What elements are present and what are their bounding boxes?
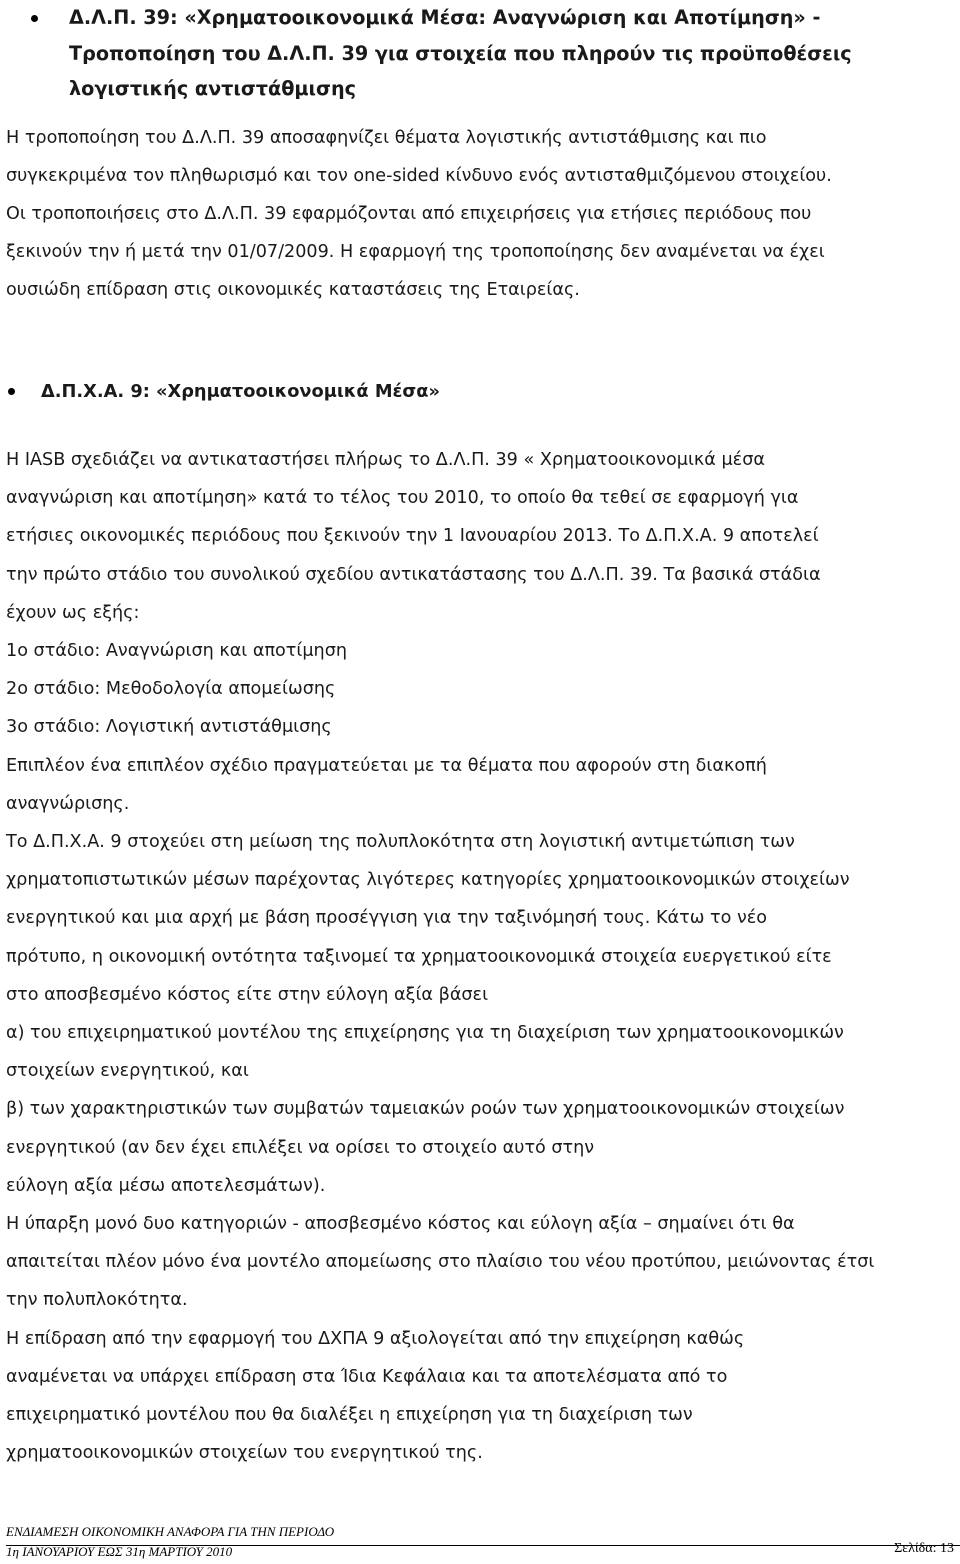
footer-title: ΕΝΔΙΑΜΕΣΗ ΟΙΚΟΝΟΜΙΚΗ ΑΝΑΦΟΡΑ ΓΙΑ ΤΗΝ ΠΕΡΙΟΔΟ bbox=[6, 1524, 335, 1539]
body-line: Επιπλέον ένα επιπλέον σχέδιο πραγματεύεται με τα θέματα που αφορούν στη διακοπή bbox=[6, 755, 767, 776]
body-line: ενεργητικού και μια αρχή με βάση προσέγγιση για την ταξινόμησή τους. Κάτω το νέο bbox=[6, 908, 768, 929]
body-line: α) του επιχειρηματικού μοντέλου της επιχείρησης για τη διαχείριση των χρηματοοικονομικών bbox=[6, 1023, 844, 1044]
body-line: Η ύπαρξη μονό δυο κατηγοριών - αποσβεσμένο κόστος και εύλογη αξία – σημαίνει ότι θα bbox=[6, 1214, 795, 1235]
body-line: στοιχείων ενεργητικού, και bbox=[6, 1061, 249, 1082]
body-line: χρηματοοικονομικών στοιχείων του ενεργητικού της. bbox=[6, 1443, 483, 1464]
body-line: β) των χαρακτηριστικών των συμβατών ταμειακών ροών των χρηματοοικονομικών στοιχείων bbox=[6, 1099, 845, 1120]
body-line: ετήσιες οικονομικές περιόδους που ξεκινούν την 1 Ιανουαρίου 2013. Το Δ.Π.Χ.Α. 9 αποτελεί bbox=[6, 526, 819, 547]
body-line: Το Δ.Π.Χ.Α. 9 στοχεύει στη μείωση της πολυπλοκότητα στη λογιστική αντιμετώπιση των bbox=[6, 832, 795, 853]
body-line: στο αποσβεσμένο κόστος είτε στην εύλογη αξία βάσει bbox=[6, 984, 489, 1005]
body-line: απαιτείται πλέον μόνο ένα μοντέλο απομείωσης στο πλαίσιο του νέου προτύπου, μειώνοντας έτσι bbox=[6, 1252, 875, 1273]
body-line: την πολυπλοκότητα. bbox=[6, 1290, 188, 1311]
section-body bbox=[6, 119, 954, 309]
body-line: 1ο στάδιο: Αναγνώριση και αποτίμηση bbox=[6, 641, 347, 662]
heading-line: Δ.Λ.Π. 39: «Χρηματοοικονομικά Μέσα: Αναγνώριση και Αποτίμηση» - bbox=[69, 6, 821, 29]
section-heading: Δ.Π.Χ.Α. 9: «Χρηματοοικονομικά Μέσα» bbox=[41, 381, 440, 402]
body-line: συγκεκριμένα τον πληθωρισμό και τον one-sided κίνδυνο ενός αντισταθμιζόμενου στοιχείου. bbox=[6, 166, 832, 186]
body-line: ενεργητικού (αν δεν έχει επιλέξει να ορίσει το στοιχείο αυτό στην bbox=[6, 1137, 595, 1158]
body-line: 3ο στάδιο: Λογιστική αντιστάθμισης bbox=[6, 717, 332, 738]
body-line: την πρώτο στάδιο του συνολικού σχεδίου αντικατάστασης του Δ.Λ.Π. 39. Τα βασικά στάδια bbox=[6, 564, 821, 585]
body-line: Οι τροποποιήσεις στο Δ.Λ.Π. 39 εφαρμόζονται από επιχειρήσεις για ετήσιες περιόδους που bbox=[6, 204, 812, 224]
body-line: Η IASB σχεδιάζει να αντικαταστήσει πλήρως το Δ.Λ.Π. 39 « Χρηματοοικονομικά μέσα bbox=[6, 450, 765, 470]
body-line: έχουν ως εξής: bbox=[6, 602, 140, 623]
body-line: ξεκινούν την ή μετά την 01/07/2009. Η εφαρμογή της τροποποίησης δεν αναμένεται να έχει bbox=[6, 242, 825, 262]
body-line: αναγνώριση και αποτίμηση» κατά το τέλος του 2010, το οποίο θα τεθεί σε εφαρμογή για bbox=[6, 488, 799, 509]
body-line: εύλογη αξία μέσω αποτελεσμάτων). bbox=[6, 1175, 326, 1196]
body-line: επιχειρηματικό μοντέλου που θα διαλέξει η επιχείρηση για τη διαχείριση των bbox=[6, 1405, 693, 1426]
body-line: 2ο στάδιο: Μεθοδολογία απομείωσης bbox=[6, 679, 336, 700]
body-line: αναμένεται να υπάρχει επίδραση στα Ίδια Κεφάλαια και τα αποτελέσματα από το bbox=[6, 1366, 728, 1387]
body-line: Η επίδραση από την εφαρμογή του ΔΧΠΑ 9 αξιολογείται από την επιχείρηση καθώς bbox=[6, 1328, 745, 1349]
body-line: Η τροποποίηση του Δ.Λ.Π. 39 αποσαφηνίζει θέματα λογιστικής αντιστάθμισης και πιο bbox=[6, 128, 767, 148]
body-line: πρότυπο, η οικονομική οντότητα ταξινομεί τα χρηματοοικονομικά στοιχεία ευεργετικού είτε bbox=[6, 946, 832, 967]
heading-line: Τροποποίηση του Δ.Λ.Π. 39 για στοιχεία που πληρούν τις προϋποθέσεις bbox=[69, 41, 852, 65]
section-heading bbox=[69, 0, 954, 107]
body-line: ουσιώδη επίδραση στις οικονομικές καταστάσεις της Εταιρείας. bbox=[6, 280, 580, 300]
section-body bbox=[6, 441, 954, 1472]
bullet-icon bbox=[31, 15, 38, 22]
footer-period: 1η ΙΑΝΟΥΑΡΙΟΥ ΕΩΣ 31η ΜΑΡΤΙΟΥ 2010 bbox=[6, 1544, 233, 1559]
bullet-icon bbox=[8, 388, 15, 395]
body-line: χρηματοπιστωτικών μέσων παρέχοντας λιγότερες κατηγορίες χρηματοοικονομικών στοιχείων bbox=[6, 870, 850, 891]
page-number: Σελίδα: 13 bbox=[894, 1541, 954, 1556]
body-line: αναγνώρισης. bbox=[6, 793, 130, 814]
heading-line: λογιστικής αντιστάθμισης bbox=[69, 77, 356, 100]
